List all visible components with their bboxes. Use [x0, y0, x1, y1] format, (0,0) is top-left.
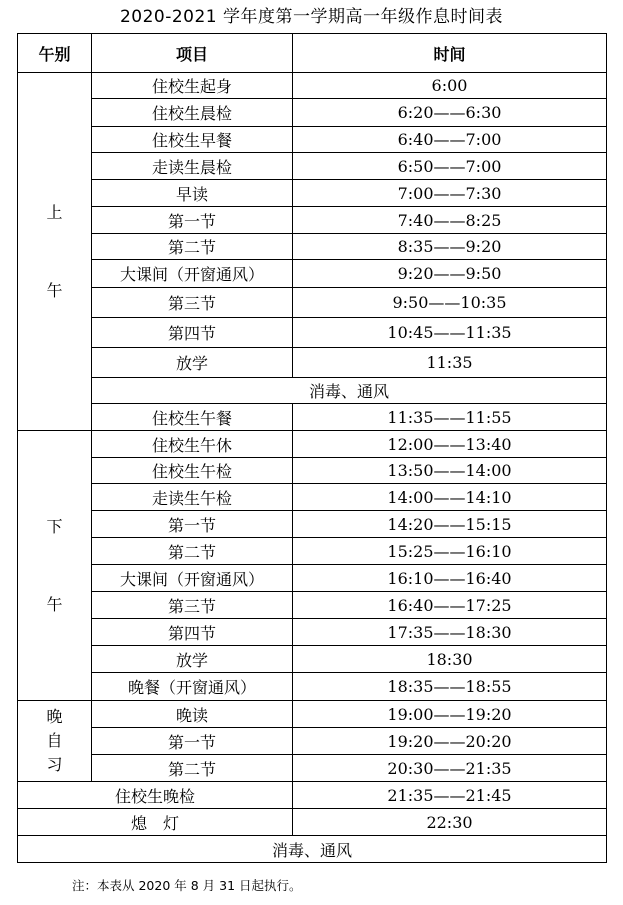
- table-row: [18, 207, 607, 234]
- time-cell: 9:20——9:50: [293, 260, 607, 288]
- item-cell: 住校生午检: [92, 458, 293, 484]
- item-cell: 走读生午检: [92, 484, 293, 511]
- footnote: 注：本表从 2020 年 8 月 31 日起执行。: [72, 878, 302, 893]
- table-row: [18, 619, 607, 646]
- item-cell: 住校生午餐: [92, 404, 293, 431]
- item-cell: 第三节: [92, 592, 293, 619]
- table-row: [18, 378, 607, 404]
- table-row: [18, 34, 607, 73]
- time-cell: 19:00——19:20: [293, 701, 607, 728]
- final-disinfect-cell: 消毒、通风: [18, 836, 607, 863]
- item-cell: 第二节: [92, 234, 293, 260]
- item-cell: 放学: [92, 348, 293, 378]
- table-row: [18, 153, 607, 180]
- item-cell: 住校生起身: [92, 73, 293, 99]
- final-item-cell: 住校生晚检: [18, 782, 293, 809]
- time-cell: 22:30: [293, 809, 607, 836]
- item-cell: 住校生午休: [92, 431, 293, 458]
- table-row: [18, 348, 607, 378]
- table-row: [18, 234, 607, 260]
- table-row: [18, 755, 607, 782]
- time-cell: 16:40——17:25: [293, 592, 607, 619]
- table-row: [18, 458, 607, 484]
- item-cell: 晚餐（开窗通风）: [92, 673, 293, 701]
- afternoon-label-char: 午: [46, 594, 63, 614]
- table-row: [18, 728, 607, 755]
- time-cell: 18:35——18:55: [293, 673, 607, 701]
- time-cell: 18:30: [293, 646, 607, 673]
- time-cell: 17:35——18:30: [293, 619, 607, 646]
- time-cell: 6:20——6:30: [293, 99, 607, 127]
- afternoon-label-char: 下: [46, 516, 63, 536]
- table-row: [18, 511, 607, 538]
- afternoon-period-label: [18, 431, 92, 701]
- time-cell: 6:40——7:00: [293, 127, 607, 153]
- evening-label-char: 晚: [46, 707, 63, 726]
- morning-label-char: 上: [46, 202, 63, 222]
- morning-period-label: [18, 73, 92, 431]
- item-cell: 第一节: [92, 511, 293, 538]
- table-row: [18, 565, 607, 592]
- evening-label-char: 自: [46, 731, 63, 750]
- table-row: [18, 701, 607, 728]
- time-cell: 14:00——14:10: [293, 484, 607, 511]
- time-cell: 9:50——10:35: [293, 288, 607, 318]
- table-row: [18, 673, 607, 701]
- time-cell: 7:40——8:25: [293, 207, 607, 234]
- item-cell: 第一节: [92, 207, 293, 234]
- time-cell: 7:00——7:30: [293, 180, 607, 207]
- disinfect-cell: 消毒、通风: [92, 378, 607, 404]
- time-cell: 13:50——14:00: [293, 458, 607, 484]
- schedule-table: [17, 33, 607, 863]
- item-cell: 放学: [92, 646, 293, 673]
- item-cell: 晚读: [92, 701, 293, 728]
- item-cell: 早读: [92, 180, 293, 207]
- item-cell: 第二节: [92, 538, 293, 565]
- item-cell: 第四节: [92, 619, 293, 646]
- item-cell: 走读生晨检: [92, 153, 293, 180]
- table-row: [18, 431, 607, 458]
- item-cell: 第三节: [92, 288, 293, 318]
- time-cell: 20:30——21:35: [293, 755, 607, 782]
- morning-label-char: 午: [46, 280, 63, 300]
- table-row: [18, 836, 607, 863]
- evening-label-char: 习: [46, 755, 63, 774]
- table-row: [18, 782, 607, 809]
- table-row: [18, 99, 607, 127]
- item-cell: 第一节: [92, 728, 293, 755]
- time-cell: 8:35——9:20: [293, 234, 607, 260]
- time-cell: 19:20——20:20: [293, 728, 607, 755]
- evening-period-label: [18, 701, 92, 782]
- table-row: [18, 288, 607, 318]
- time-cell: 12:00——13:40: [293, 431, 607, 458]
- table-row: [18, 538, 607, 565]
- item-cell: 第四节: [92, 318, 293, 348]
- table-row: [18, 318, 607, 348]
- header-period: 午别: [18, 34, 92, 73]
- item-cell: 住校生晨检: [92, 99, 293, 127]
- table-row: [18, 484, 607, 511]
- item-cell: 第二节: [92, 755, 293, 782]
- table-row: [18, 127, 607, 153]
- table-row: [18, 180, 607, 207]
- time-cell: 10:45——11:35: [293, 318, 607, 348]
- header-time: 时间: [293, 34, 607, 73]
- time-cell: 15:25——16:10: [293, 538, 607, 565]
- table-row: [18, 260, 607, 288]
- header-item: 项目: [92, 34, 293, 73]
- time-cell: 21:35——21:45: [293, 782, 607, 809]
- table-row: [18, 646, 607, 673]
- time-cell: 11:35: [293, 348, 607, 378]
- time-cell: 6:00: [293, 73, 607, 99]
- item-cell: 大课间（开窗通风）: [92, 260, 293, 288]
- time-cell: 11:35——11:55: [293, 404, 607, 431]
- page-title: 2020-2021 学年度第一学期高一年级作息时间表: [119, 7, 504, 27]
- time-cell: 14:20——15:15: [293, 511, 607, 538]
- final-item-cell: 熄 灯: [18, 809, 293, 836]
- table-row: [18, 592, 607, 619]
- item-cell: 住校生早餐: [92, 127, 293, 153]
- time-cell: 6:50——7:00: [293, 153, 607, 180]
- time-cell: 16:10——16:40: [293, 565, 607, 592]
- table-row: [18, 73, 607, 99]
- item-cell: 大课间（开窗通风）: [92, 565, 293, 592]
- table-row: [18, 809, 607, 836]
- table-row: [18, 404, 607, 431]
